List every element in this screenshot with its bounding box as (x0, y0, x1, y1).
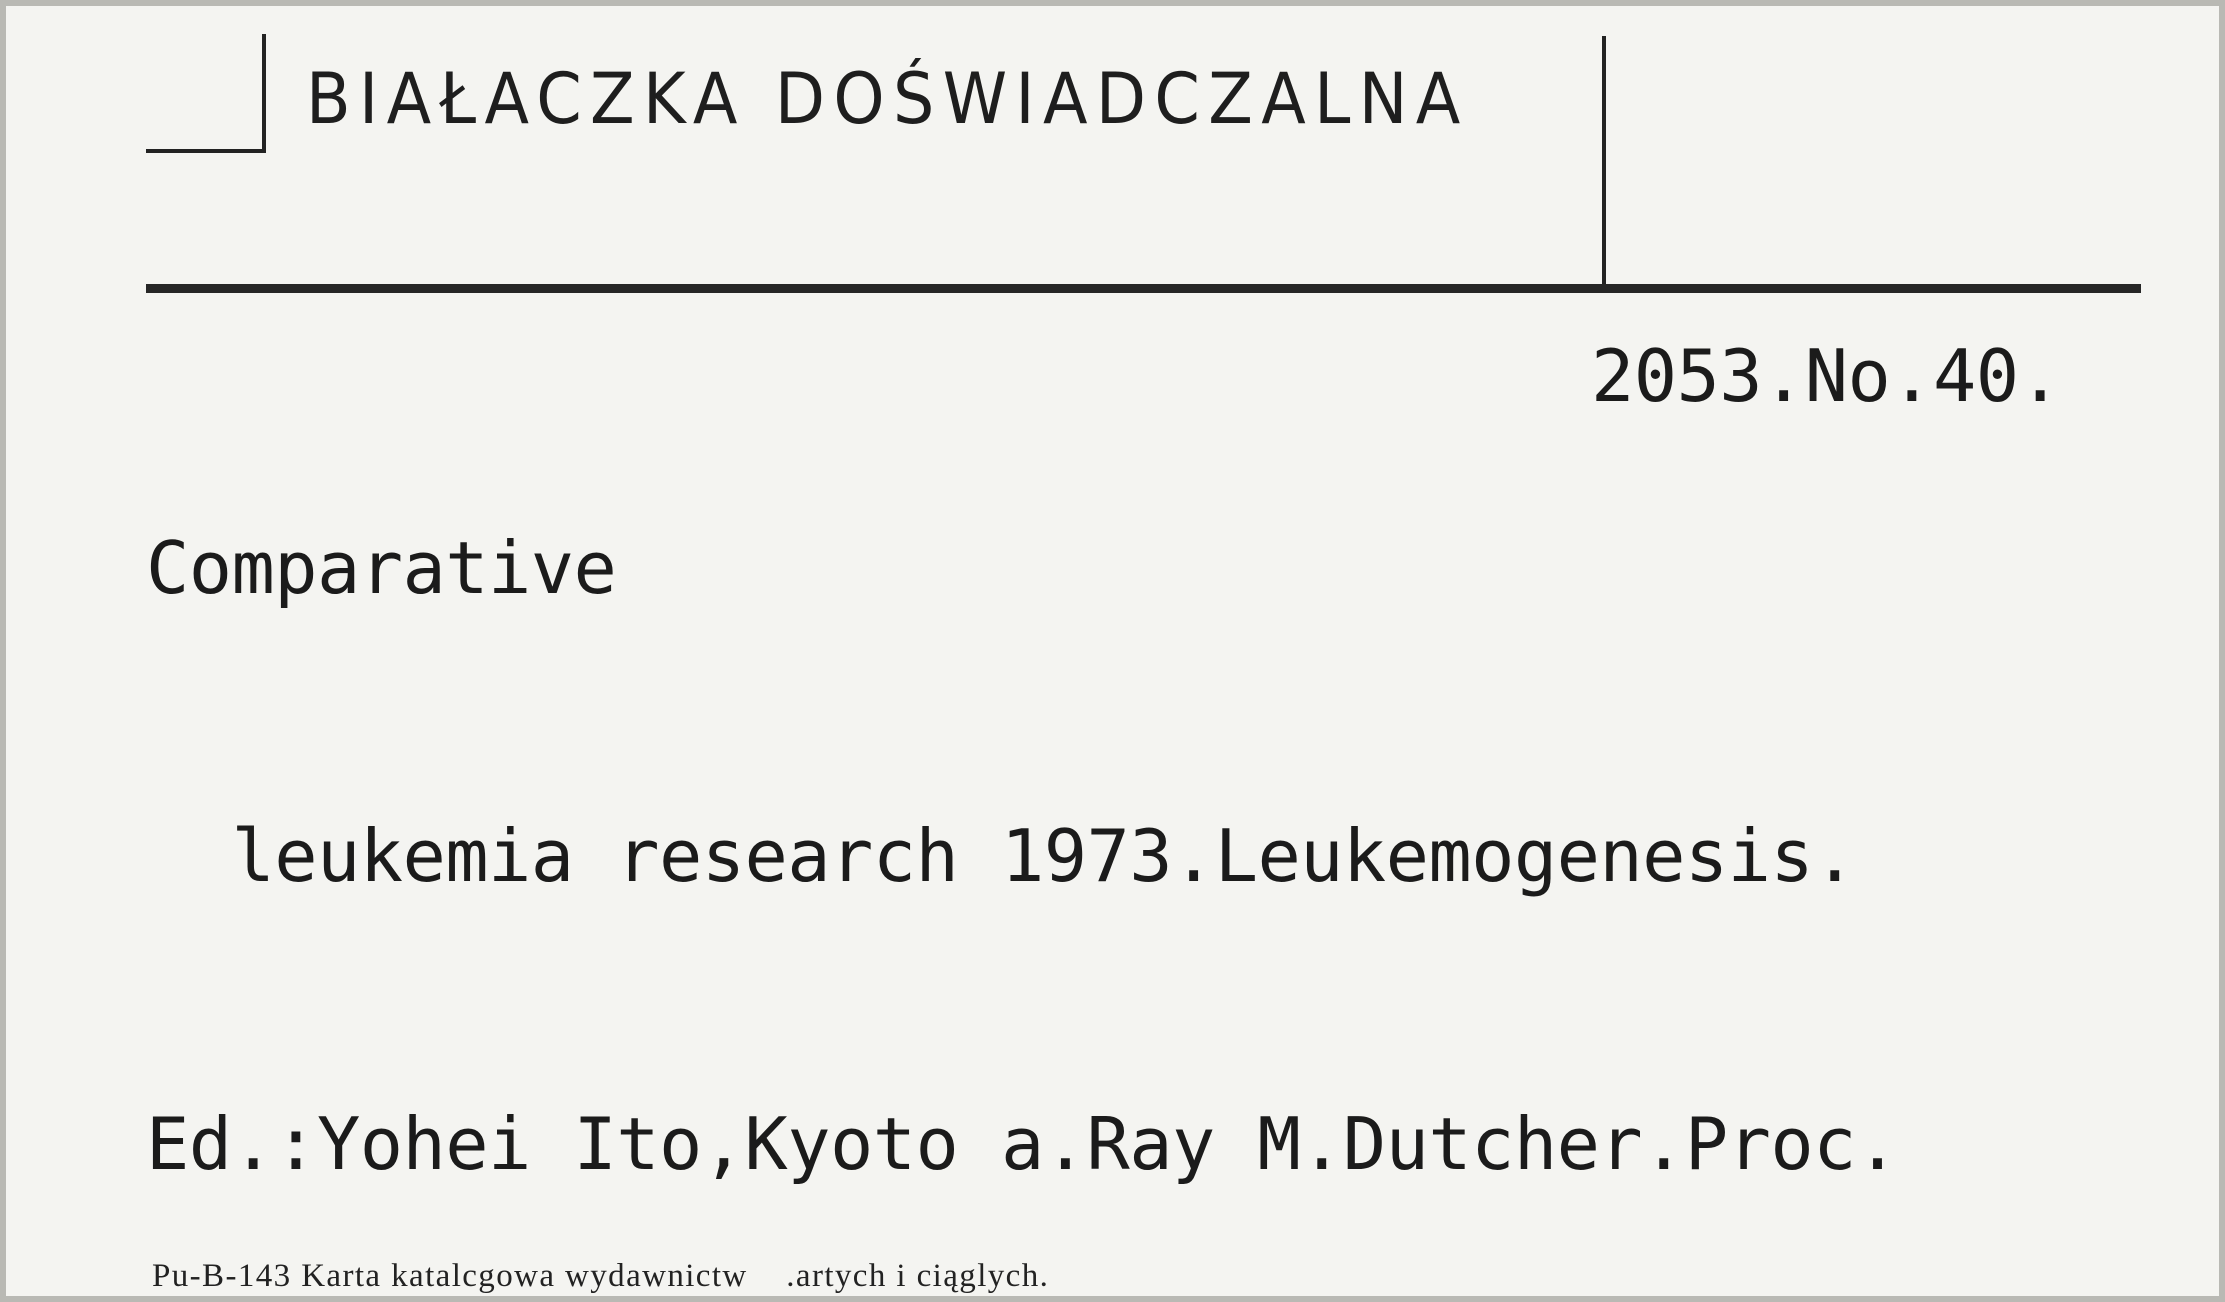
subject-heading: BIAŁACZKA DOŚWIADCZALNA (306, 58, 1469, 140)
tab-divider-line (1602, 36, 1606, 288)
bracket-vertical-line (262, 34, 266, 152)
footer-line: Pu-B-143 Karta katalcgowa wydawnictw .artych i ciąglych. (152, 1258, 1050, 1294)
entry-line: leukemia research 1973.Leukemogenesis. (146, 814, 1856, 898)
entry-line: Ed.:Yohei Ito,Kyoto a.Ray M.Dutcher.Proc. (146, 1102, 1899, 1186)
heading-rule (146, 284, 2141, 293)
call-number: 2053.No.40. (1591, 334, 2062, 418)
card-footer (152, 1176, 1334, 1302)
bracket-horizontal-line (146, 149, 266, 153)
entry-line: Comparative (146, 526, 617, 610)
bibliographic-entry (146, 328, 1941, 1302)
